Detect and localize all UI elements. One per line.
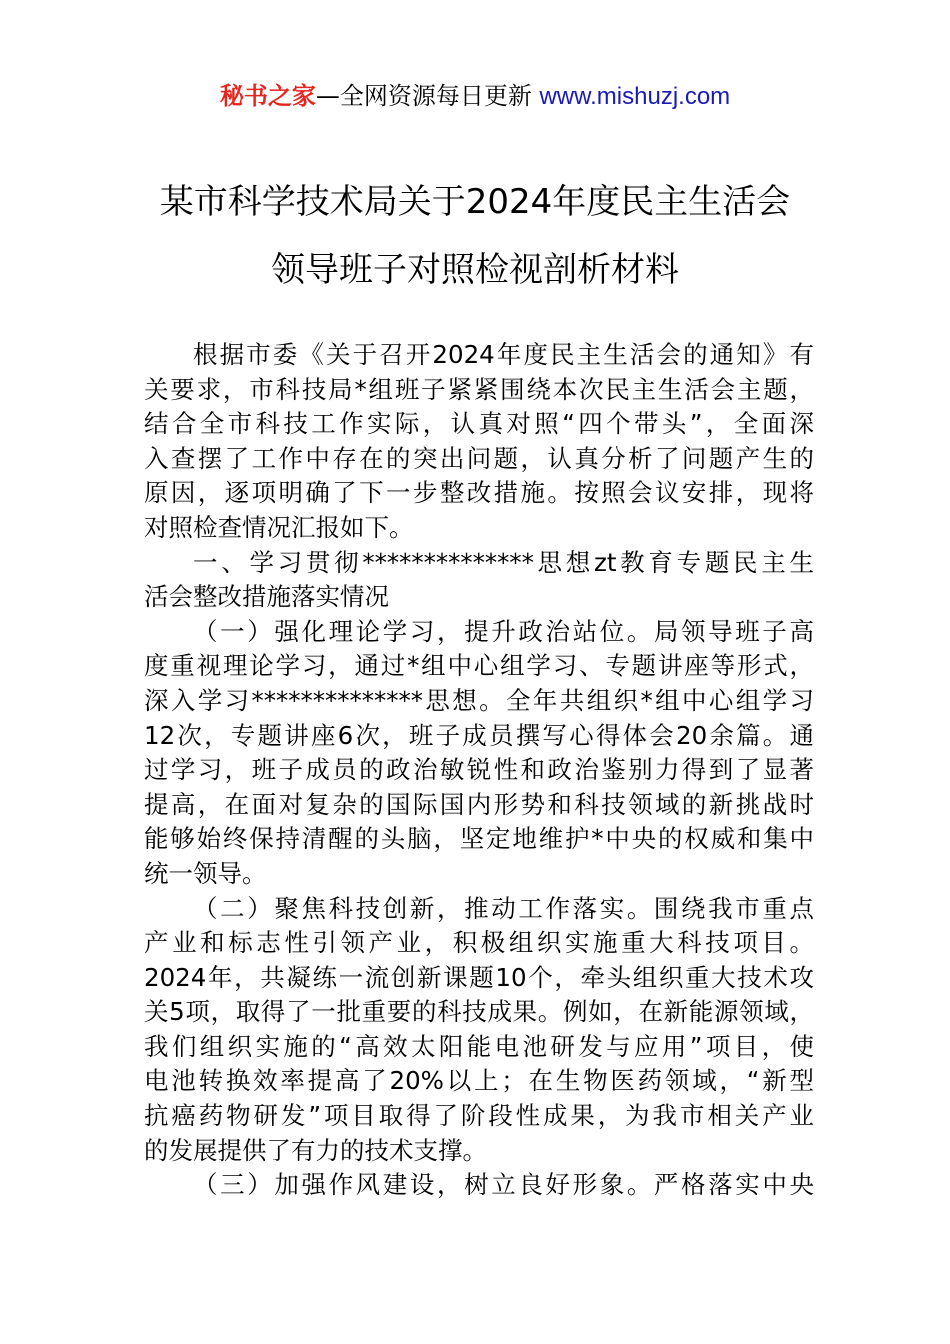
body-line: 关5项，取得了一批重要的科技成果。例如，在新能源领域， xyxy=(144,997,814,1027)
body-line: 统一领导。 xyxy=(144,858,267,888)
body-line: 2024年，共凝练一流创新课题10个，牵头组织重大技术攻 xyxy=(144,962,814,992)
body-line: 产业和标志性引领产业，积极组织实施重大科技项目。 xyxy=(144,928,814,958)
body-line: 能够始终保持清醒的头脑，坚定地维护*中央的权威和集中 xyxy=(144,824,814,854)
body-line: 12次，专题讲座6次，班子成员撰写心得体会20余篇。通 xyxy=(144,720,814,750)
body-line: 结合全市科技工作实际，认真对照“四个带头”，全面深 xyxy=(144,409,814,439)
body-line: 度重视理论学习，通过*组中心组学习、专题讲座等形式， xyxy=(144,651,814,681)
section-heading: 活会整改措施落实情况 xyxy=(144,582,389,612)
body-line: 我们组织实施的“高效太阳能电池研发与应用”项目，使 xyxy=(144,1031,814,1061)
body-line: 的发展提供了有力的技术支撑。 xyxy=(144,1135,487,1165)
body-line: （二）聚焦科技创新，推动工作落实。围绕我市重点 xyxy=(193,893,814,923)
body-line: 抗癌药物研发”项目取得了阶段性成果，为我市相关产业 xyxy=(144,1101,814,1131)
document-body xyxy=(144,338,814,1203)
body-line: 电池转换效率提高了20%以上；在生物医药领域，“新型 xyxy=(144,1066,814,1096)
body-line: 对照检查情况汇报如下。 xyxy=(144,512,414,542)
body-line: 关要求，市科技局*组班子紧紧围绕本次民主生活会主题， xyxy=(144,374,814,404)
body-line: 根据市委《关于召开2024年度民主生活会的通知》有 xyxy=(193,340,814,369)
body-line: 提高，在面对复杂的国际国内形势和科技领域的新挑战时 xyxy=(144,789,814,819)
site-url-link[interactable]: www.mishuzj.com xyxy=(539,83,731,110)
site-header xyxy=(0,80,950,113)
body-line: （一）强化理论学习，提升政治站位。局领导班子高 xyxy=(193,616,814,646)
section-heading: 一、学习贯彻**************思想zt教育专题民主生 xyxy=(193,547,814,577)
brand-name: 秘书之家 xyxy=(219,82,316,110)
document-title-line-2: 领导班子对照检视剖析材料 xyxy=(271,250,679,290)
body-line: 深入学习**************思想。全年共组织*组中心组学习 xyxy=(144,685,814,715)
body-line: 原因，逐项明确了下一步整改措施。按照会议安排，现将 xyxy=(144,478,814,508)
document-title-line-1: 某市科学技术局关于2024年度民主生活会 xyxy=(159,182,791,222)
body-line: 过学习，班子成员的政治敏锐性和政治鉴别力得到了显著 xyxy=(144,755,814,785)
body-line: （三）加强作风建设，树立良好形象。严格落实中央 xyxy=(193,1170,814,1200)
body-line: 入查摆了工作中存在的突出问题，认真分析了问题产生的 xyxy=(144,443,814,473)
header-tagline: —全网资源每日更新 xyxy=(315,82,540,110)
